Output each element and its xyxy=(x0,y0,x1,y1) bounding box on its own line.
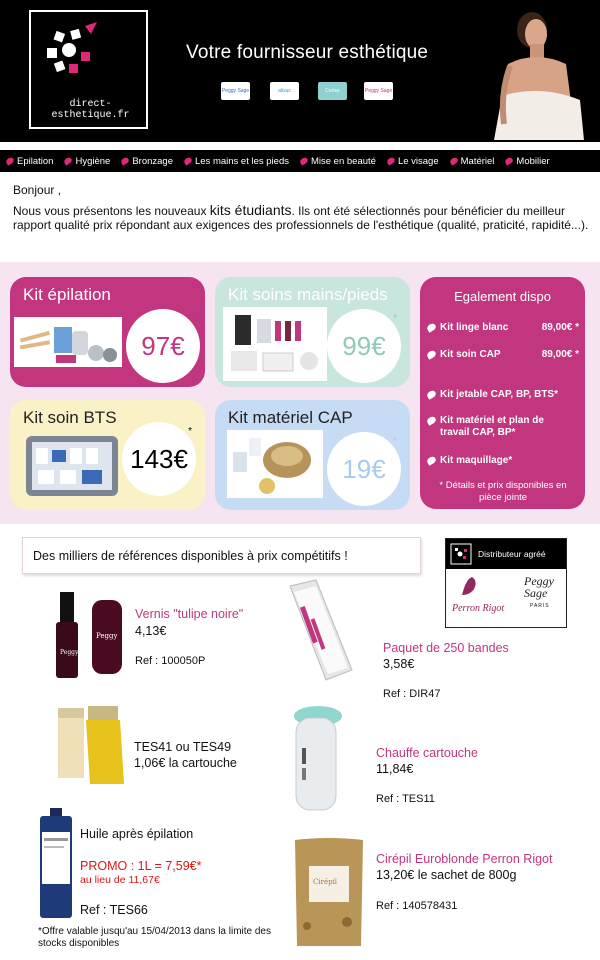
intro xyxy=(13,183,593,232)
brand-perron-rigot: Perron Rigot xyxy=(452,603,505,614)
product-cirepil-price: 13,20€ le sachet de 800g xyxy=(376,868,517,882)
svg-text:Cirépil: Cirépil xyxy=(313,878,338,886)
kit-card-epilation[interactable] xyxy=(10,277,205,387)
product-huile-name[interactable]: Huile après épilation xyxy=(80,827,194,841)
also-item-linge[interactable]: Kit linge blanc 89,00€ * xyxy=(427,322,579,334)
distributor-title: Distributeur agréé xyxy=(478,549,546,559)
logo-text: direct-esthetique.fr xyxy=(51,99,130,121)
also-item-jetable[interactable]: Kit jetable CAP, BP, BTS* xyxy=(427,389,582,401)
svg-text:Peggy: Peggy xyxy=(96,632,118,640)
product-bandes-price: 3,58€ xyxy=(383,657,415,671)
also-available-title: Egalement dispo xyxy=(454,289,551,304)
kit-price: 143€ * xyxy=(122,422,196,496)
nav-item-epilation[interactable]: Epilation xyxy=(0,156,58,167)
cirepil-product-image[interactable] xyxy=(293,836,365,950)
offer-note: *Offre valable jusqu'au 15/04/2013 dans la limite des stocks disponibles xyxy=(38,926,271,949)
also-item-maquillage[interactable]: Kit maquillage* xyxy=(427,455,577,467)
product-bandes-name[interactable]: Paquet de 250 bandes xyxy=(383,641,509,655)
kit-price: 97€ * xyxy=(126,309,200,383)
product-chauffe-name[interactable]: Chauffe cartouche xyxy=(376,746,478,760)
petal-bullet-icon xyxy=(426,455,437,466)
nav-item-visage[interactable]: Le visage xyxy=(381,156,444,167)
kit-price: 99€ * xyxy=(327,309,401,383)
category-nav xyxy=(0,150,600,172)
petal-bullet-icon xyxy=(63,156,73,165)
also-item-materiel-plan[interactable]: Kit matériel et plan de travail CAP, BP* xyxy=(427,415,562,439)
product-tes-price: 1,06€ la cartouche xyxy=(134,756,237,770)
petal-bullet-icon xyxy=(120,156,130,165)
nav-item-bronzage[interactable]: Bronzage xyxy=(115,156,178,167)
brand-peggy-sage-sub: PARIS xyxy=(530,603,550,609)
petal-bullet-icon xyxy=(299,156,309,165)
also-available-note: * Détails et prix disponibles en pièce jointe xyxy=(439,480,567,503)
product-huile-ref: Ref : TES66 xyxy=(80,903,148,917)
petal-bullet-icon xyxy=(5,156,15,165)
product-vernis-price: 4,13€ xyxy=(135,624,167,638)
kit-materiel-photo xyxy=(227,430,323,498)
product-vernis-ref: Ref : 100050P xyxy=(135,655,206,667)
perron-rigot-emblem-icon xyxy=(458,575,482,597)
product-vernis-name[interactable]: Vernis "tulipe noire" xyxy=(135,607,244,621)
kit-mains-photo xyxy=(223,307,327,381)
product-chauffe-ref: Ref : TES11 xyxy=(376,793,435,805)
references-banner: Des milliers de références disponibles à prix compétitifs ! xyxy=(22,537,421,574)
product-tes-name[interactable]: TES41 ou TES49 xyxy=(134,740,232,754)
nav-item-hygiene[interactable]: Hygiène xyxy=(58,156,115,167)
nav-item-mise-en-beaute[interactable]: Mise en beauté xyxy=(294,156,381,167)
kit-bts-photo xyxy=(24,432,120,498)
product-cirepil-ref: Ref : 140578431 xyxy=(376,900,458,912)
brand-logo-1[interactable]: Peggy Sage xyxy=(221,82,250,100)
huile-product-image[interactable] xyxy=(38,808,74,920)
bandes-product-image[interactable] xyxy=(282,578,356,690)
kit-card-materiel-cap[interactable] xyxy=(215,400,410,510)
kit-price: 19€ * xyxy=(327,432,401,506)
site-logo[interactable] xyxy=(29,10,148,129)
cartouche-product-image[interactable] xyxy=(56,706,126,790)
petal-bullet-icon xyxy=(183,156,193,165)
also-item-soin-cap[interactable]: Kit soin CAP 89,00€ * xyxy=(427,349,579,361)
brand-logo-2[interactable]: alisuc xyxy=(270,82,299,100)
greeting: Bonjour , xyxy=(13,183,62,197)
nav-item-mains-pieds[interactable]: Les mains et les pieds xyxy=(178,156,294,167)
product-bandes-ref: Ref : DIR47 xyxy=(383,688,441,700)
kits-highlight: kits étudiants xyxy=(209,202,292,218)
brand-logo-4[interactable]: Peggy Sage xyxy=(364,82,393,100)
vernis-product-image[interactable] xyxy=(54,592,126,682)
kit-card-bts[interactable] xyxy=(10,400,205,510)
kit-title: Kit épilation xyxy=(23,285,111,304)
header xyxy=(0,0,600,142)
product-huile-was-price: au lieu de 11,67€ xyxy=(80,874,160,886)
flower-logo-icon xyxy=(450,543,472,565)
also-available-card xyxy=(420,277,585,509)
product-cirepil-name[interactable]: Cirépil Euroblonde Perron Rigot xyxy=(376,852,553,866)
petal-bullet-icon xyxy=(426,415,437,426)
model-photo xyxy=(480,4,592,140)
kit-title: Kit matériel CAP xyxy=(228,408,353,427)
kit-card-mains-pieds[interactable] xyxy=(215,277,410,387)
petal-bullet-icon xyxy=(426,389,437,400)
petal-bullet-icon xyxy=(504,156,514,165)
intro-paragraph: Nous vous présentons les nouveaux kits étudiants. Ils ont été sélectionnés pour bénéficier du meilleur rapport qualité prix répondant aux exigences des professionnels de l'esthétique (qualité, praticité, rapidité...). xyxy=(13,202,589,232)
petal-bullet-icon xyxy=(426,322,437,333)
svg-text:Peggy: Peggy xyxy=(60,649,79,656)
nav-item-materiel[interactable]: Matériel xyxy=(444,156,500,167)
distributor-badge[interactable] xyxy=(445,538,567,628)
brand-peggy-sage: Peggy Sage xyxy=(524,574,554,600)
product-huile-promo: PROMO : 1L = 7,59€* xyxy=(80,859,202,873)
chauffe-cartouche-product-image[interactable] xyxy=(288,704,348,816)
kit-epilation-photo xyxy=(14,317,122,367)
flower-logo-icon xyxy=(39,20,103,84)
brand-logo-3[interactable]: Cerise xyxy=(318,82,347,100)
petal-bullet-icon xyxy=(449,156,459,165)
tagline: Votre fournisseur esthétique xyxy=(186,42,429,63)
petal-bullet-icon xyxy=(386,156,396,165)
petal-bullet-icon xyxy=(426,349,437,360)
kit-title: Kit soin BTS xyxy=(23,408,117,427)
kit-title: Kit soins mains/pieds xyxy=(228,285,388,304)
product-chauffe-price: 11,84€ xyxy=(376,762,414,776)
nav-item-mobilier[interactable]: Mobilier xyxy=(499,156,554,167)
